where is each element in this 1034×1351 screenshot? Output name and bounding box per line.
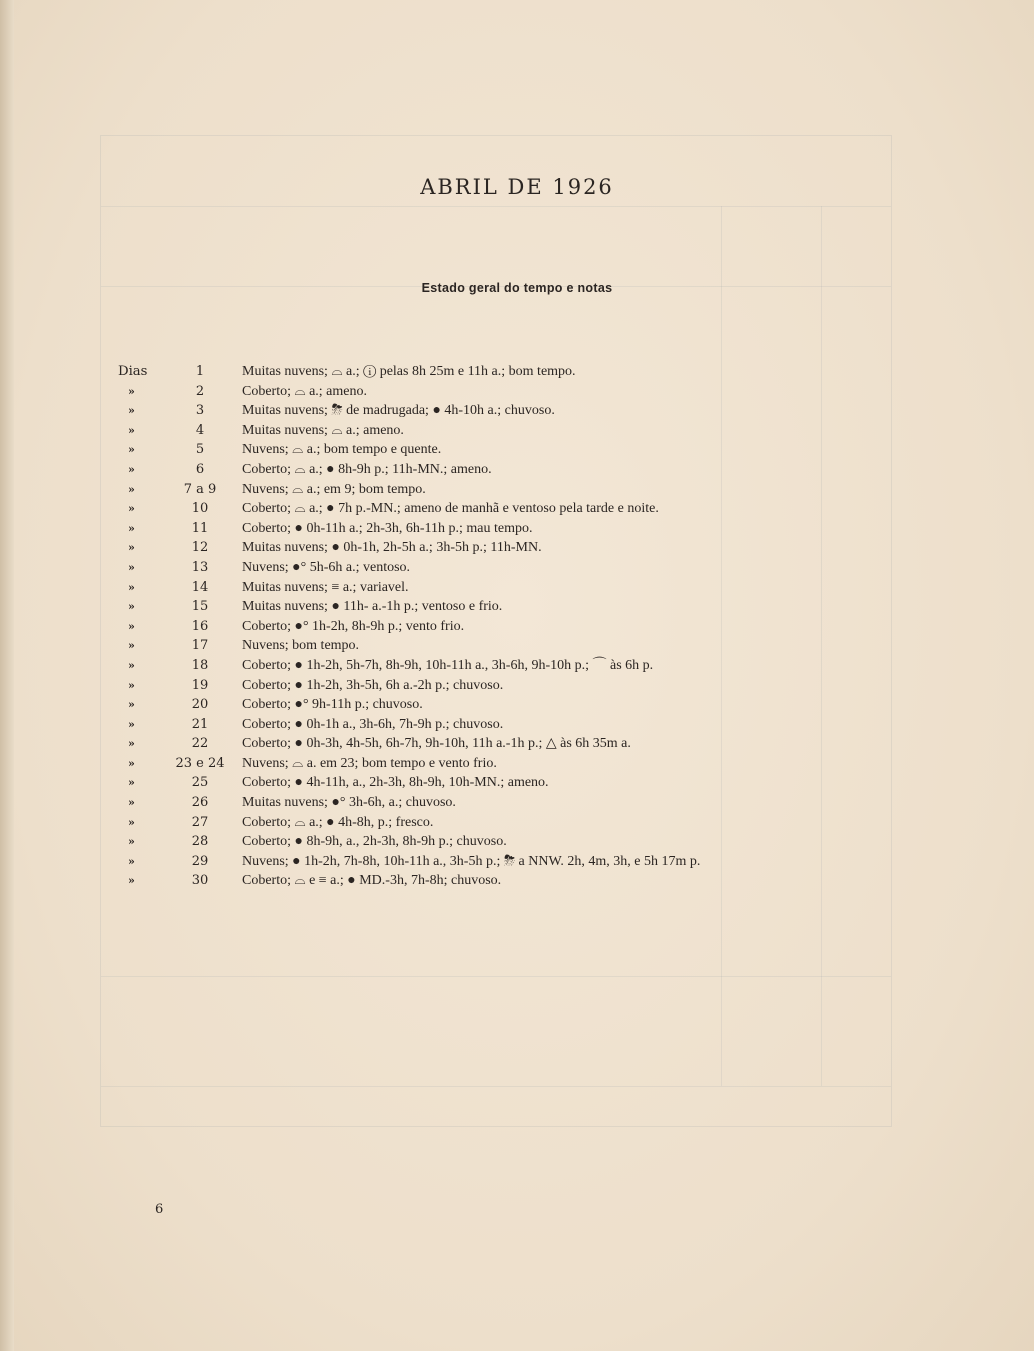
day-number: 19 — [191, 677, 209, 693]
table-row — [0, 773, 1034, 793]
table-row — [0, 362, 1034, 382]
weather-note: Coberto; ● 0h-1h a., 3h-6h, 7h-9h p.; chuvoso. — [242, 716, 504, 732]
ditto-mark: » — [128, 600, 135, 614]
table-row — [0, 480, 1034, 500]
ditto-mark: » — [128, 854, 135, 868]
table-row — [0, 793, 1034, 813]
day-number: 3 — [195, 403, 205, 419]
day-number: 25 — [191, 775, 209, 791]
table-row — [0, 734, 1034, 754]
table-row — [0, 715, 1034, 735]
day-number: 14 — [191, 579, 209, 595]
table-row — [0, 440, 1034, 460]
table-row — [0, 871, 1034, 891]
table-row — [0, 636, 1034, 656]
weather-note: Coberto; ● 4h-11h, a., 2h-3h, 8h-9h, 10h-MN.; ameno. — [242, 775, 549, 791]
weather-note: Coberto; ● 8h-9h, a., 2h-3h, 8h-9h p.; chuvoso. — [242, 834, 507, 850]
ditto-mark: » — [128, 580, 135, 594]
ditto-mark: » — [128, 502, 135, 516]
table-row — [0, 460, 1034, 480]
weather-note: Nuvens; ⌓ a.; bom tempo e quente. — [242, 442, 442, 458]
section-subtitle: Estado geral do tempo e notas — [421, 281, 613, 295]
table-row — [0, 597, 1034, 617]
ditto-mark: » — [128, 560, 135, 574]
weather-note: Coberto; ● 0h-3h, 4h-5h, 6h-7h, 9h-10h, 11h a.-1h p.; △ às 6h 35m a. — [242, 736, 631, 752]
ditto-mark: » — [128, 482, 135, 496]
weather-note: Nuvens; ⌓ a. em 23; bom tempo e vento frio. — [242, 755, 497, 771]
ditto-mark: » — [128, 737, 135, 751]
day-number: 15 — [191, 599, 209, 615]
weather-note: Coberto; ⌓ a.; ameno. — [242, 383, 367, 399]
ditto-mark: » — [128, 462, 135, 476]
table-row — [0, 676, 1034, 696]
weather-note: Coberto; ⌓ a.; ● 4h-8h, p.; fresco. — [242, 814, 434, 830]
table-row — [0, 558, 1034, 578]
ditto-mark: » — [128, 423, 135, 437]
day-number: 17 — [191, 638, 209, 654]
table-row — [0, 852, 1034, 872]
day-number: 13 — [191, 559, 209, 575]
table-row — [0, 832, 1034, 852]
day-number: 26 — [191, 795, 209, 811]
page-number: 6 — [155, 1202, 164, 1217]
table-row — [0, 421, 1034, 441]
weather-note: Muitas nuvens; ● 11h- a.-1h p.; ventoso e frio. — [242, 599, 503, 615]
ditto-mark: » — [128, 678, 135, 692]
weather-note: Coberto; ● 1h-2h, 3h-5h, 6h a.-2h p.; chuvoso. — [242, 677, 504, 693]
weather-note: Nuvens; bom tempo. — [242, 638, 360, 654]
day-number: 30 — [191, 873, 209, 889]
table-row — [0, 578, 1034, 598]
weather-note: Coberto; ⌓ a.; ● 7h p.-MN.; ameno de manhã e ventoso pela tarde e noite. — [242, 501, 659, 517]
ditto-mark: » — [128, 404, 135, 418]
day-number: 16 — [191, 618, 209, 634]
day-number: 7 a 9 — [183, 481, 217, 497]
day-number: 27 — [191, 814, 209, 830]
ditto-mark: » — [128, 717, 135, 731]
weather-note: Coberto; ⌓ e ≡ a.; ● MD.-3h, 7h-8h; chuvoso. — [242, 873, 502, 889]
ditto-mark: » — [128, 698, 135, 712]
weather-note: Coberto; ⌓ a.; ● 8h-9h p.; 11h-MN.; ameno. — [242, 461, 492, 477]
ditto-mark: » — [128, 384, 135, 398]
page-title: ABRIL DE 1926 — [420, 175, 614, 199]
weather-note: Muitas nuvens; ⌓ a.; ameno. — [242, 422, 404, 438]
ditto-mark: » — [128, 796, 135, 810]
ditto-mark: » — [128, 639, 135, 653]
table-row — [0, 538, 1034, 558]
day-number: 21 — [191, 716, 209, 732]
table-row — [0, 813, 1034, 833]
weather-note: Coberto; ● 1h-2h, 5h-7h, 8h-9h, 10h-11h a., 3h-6h, 9h-10h p.; ⌒ às 6h p. — [242, 657, 654, 673]
day-number: 4 — [195, 422, 205, 438]
weather-note: Coberto; ●° 1h-2h, 8h-9h p.; vento frio. — [242, 618, 465, 634]
day-number: 12 — [191, 540, 209, 556]
weather-note: Nuvens; ● 1h-2h, 7h-8h, 10h-11h a., 3h-5h p.; ⛈ a NNW. 2h, 4m, 3h, e 5h 17m p. — [242, 853, 701, 869]
day-number: 5 — [195, 442, 205, 458]
ditto-mark: » — [128, 521, 135, 535]
weather-note: Muitas nuvens; ⛈ de madrugada; ● 4h-10h a.; chuvoso. — [242, 403, 555, 419]
day-number: 2 — [195, 383, 205, 399]
ditto-mark: » — [128, 874, 135, 888]
table-row — [0, 401, 1034, 421]
weather-note: Coberto; ●° 9h-11h p.; chuvoso. — [242, 697, 423, 713]
table-row — [0, 519, 1034, 539]
day-number: 23 e 24 — [175, 755, 225, 771]
table-row — [0, 617, 1034, 637]
day-number: 6 — [195, 461, 205, 477]
weather-note: Muitas nuvens; ● 0h-1h, 2h-5h a.; 3h-5h p.; 11h-MN. — [242, 540, 542, 556]
day-number: 18 — [191, 657, 209, 673]
weather-note: Muitas nuvens; ●° 3h-6h, a.; chuvoso. — [242, 795, 456, 811]
day-number: 1 — [195, 364, 205, 379]
day-number: 11 — [191, 520, 209, 536]
day-number: 28 — [191, 834, 209, 850]
table-row — [0, 656, 1034, 676]
table-row — [0, 499, 1034, 519]
weather-note: Muitas nuvens; ⌓ a.; ⓘ pelas 8h 25m e 11h a.; bom tempo. — [242, 364, 576, 379]
day-number: 22 — [191, 736, 209, 752]
days-label: Dias — [118, 364, 148, 379]
table-row — [0, 382, 1034, 402]
day-number: 20 — [191, 697, 209, 713]
ditto-mark: » — [128, 443, 135, 457]
weather-notes-list — [0, 362, 1034, 891]
ditto-mark: » — [128, 541, 135, 555]
ditto-mark: » — [128, 658, 135, 672]
weather-note: Muitas nuvens; ≡ a.; variavel. — [242, 579, 409, 595]
weather-note: Coberto; ● 0h-11h a.; 2h-3h, 6h-11h p.; mau tempo. — [242, 520, 533, 536]
weather-note: Nuvens; ⌓ a.; em 9; bom tempo. — [242, 481, 426, 497]
table-row — [0, 695, 1034, 715]
ditto-mark: » — [128, 776, 135, 790]
ditto-mark: » — [128, 756, 135, 770]
day-number: 10 — [191, 501, 209, 517]
ditto-mark: » — [128, 619, 135, 633]
ditto-mark: » — [128, 835, 135, 849]
ditto-mark: » — [128, 815, 135, 829]
day-number: 29 — [191, 853, 209, 869]
table-row — [0, 754, 1034, 774]
weather-note: Nuvens; ●° 5h-6h a.; ventoso. — [242, 559, 411, 575]
